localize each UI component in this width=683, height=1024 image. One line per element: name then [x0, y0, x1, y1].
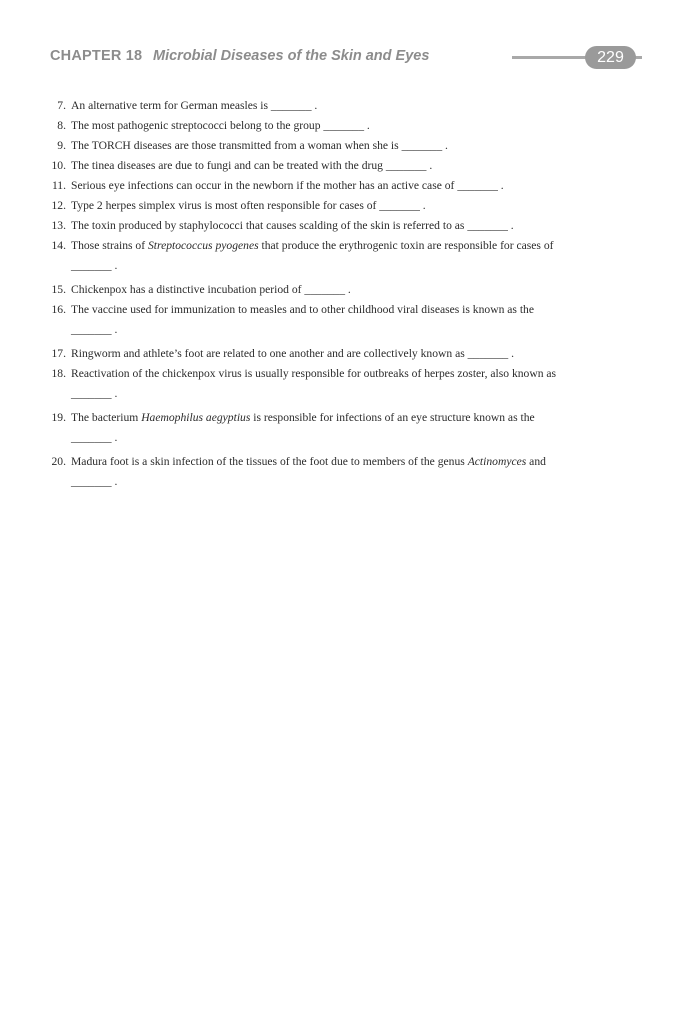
answer-blank: _______ . [71, 323, 118, 336]
answer-blank: _______ . [71, 387, 118, 400]
question-number: 14. [51, 239, 66, 252]
species-name: Haemophilus aegyptius [141, 411, 251, 424]
question-item [44, 452, 624, 492]
question-number: 12. [51, 199, 66, 212]
question-item [44, 196, 624, 216]
question-number: 15. [51, 283, 66, 296]
question-text: Ringworm and athlete’s foot are related to one another and are collectively known as _______ . [71, 347, 514, 360]
question-text: The vaccine used for immunization to measles and to other childhood viral diseases is known as the [71, 303, 534, 316]
question-text: Serious eye infections can occur in the newborn if the mother has an active case of _______ . [71, 179, 504, 192]
question-list [44, 96, 624, 492]
question-item [44, 236, 624, 276]
question-text: Reactivation of the chickenpox virus is usually responsible for outbreaks of herpes zoster, also known as [71, 367, 557, 380]
question-item [44, 300, 624, 340]
question-text-pre: The bacterium [71, 411, 142, 424]
question-text: The TORCH diseases are those transmitted from a woman when she is _______ . [71, 139, 448, 152]
question-item [44, 280, 624, 300]
question-text: An alternative term for German measles is _______ . [71, 99, 318, 112]
question-number: 17. [51, 347, 66, 360]
question-number: 10. [51, 159, 66, 172]
answer-blank: _______ . [71, 259, 118, 272]
question-number: 16. [51, 303, 66, 316]
genus-name: Actinomyces [467, 455, 527, 468]
question-number: 20. [51, 455, 66, 468]
page-number-badge: 229 [585, 46, 636, 69]
question-item [44, 408, 624, 448]
question-text: Type 2 herpes simplex virus is most often responsible for cases of _______ . [71, 199, 426, 212]
question-item [44, 364, 624, 404]
species-name: Streptococcus pyogenes [147, 239, 259, 252]
question-number: 18. [51, 367, 66, 380]
question-text: The most pathogenic streptococci belong to the group _______ . [71, 119, 370, 132]
question-text-post: that produce the erythrogenic toxin are responsible for cases of [258, 239, 554, 252]
question-text: The toxin produced by staphylococci that causes scalding of the skin is referred to as _______ . [71, 219, 514, 232]
question-text-post: and [526, 455, 546, 468]
chapter-title: Microbial Diseases of the Skin and Eyes [153, 48, 430, 64]
chapter-label: CHAPTER 18 [50, 48, 143, 64]
question-text: The tinea diseases are due to fungi and can be treated with the drug _______ . [71, 159, 433, 172]
question-text-pre: Madura foot is a skin infection of the tissues of the foot due to members of the genus [71, 455, 468, 468]
question-item [44, 136, 624, 156]
answer-blank: _______ . [71, 475, 118, 488]
question-item [44, 96, 624, 116]
question-number: 7. [57, 99, 66, 112]
question-text: Chickenpox has a distinctive incubation period of _______ . [71, 283, 351, 296]
page-header [50, 46, 640, 70]
question-text-pre: Those strains of [71, 239, 148, 252]
question-text-post: is responsible for infections of an eye structure known as the [250, 411, 535, 424]
question-item [44, 344, 624, 364]
question-number: 8. [57, 119, 66, 132]
question-item [44, 216, 624, 236]
question-item [44, 156, 624, 176]
question-number: 11. [51, 179, 66, 192]
answer-blank: _______ . [71, 431, 118, 444]
question-item [44, 176, 624, 196]
question-number: 9. [57, 139, 66, 152]
question-number: 19. [51, 411, 66, 424]
question-item [44, 116, 624, 136]
question-number: 13. [51, 219, 66, 232]
